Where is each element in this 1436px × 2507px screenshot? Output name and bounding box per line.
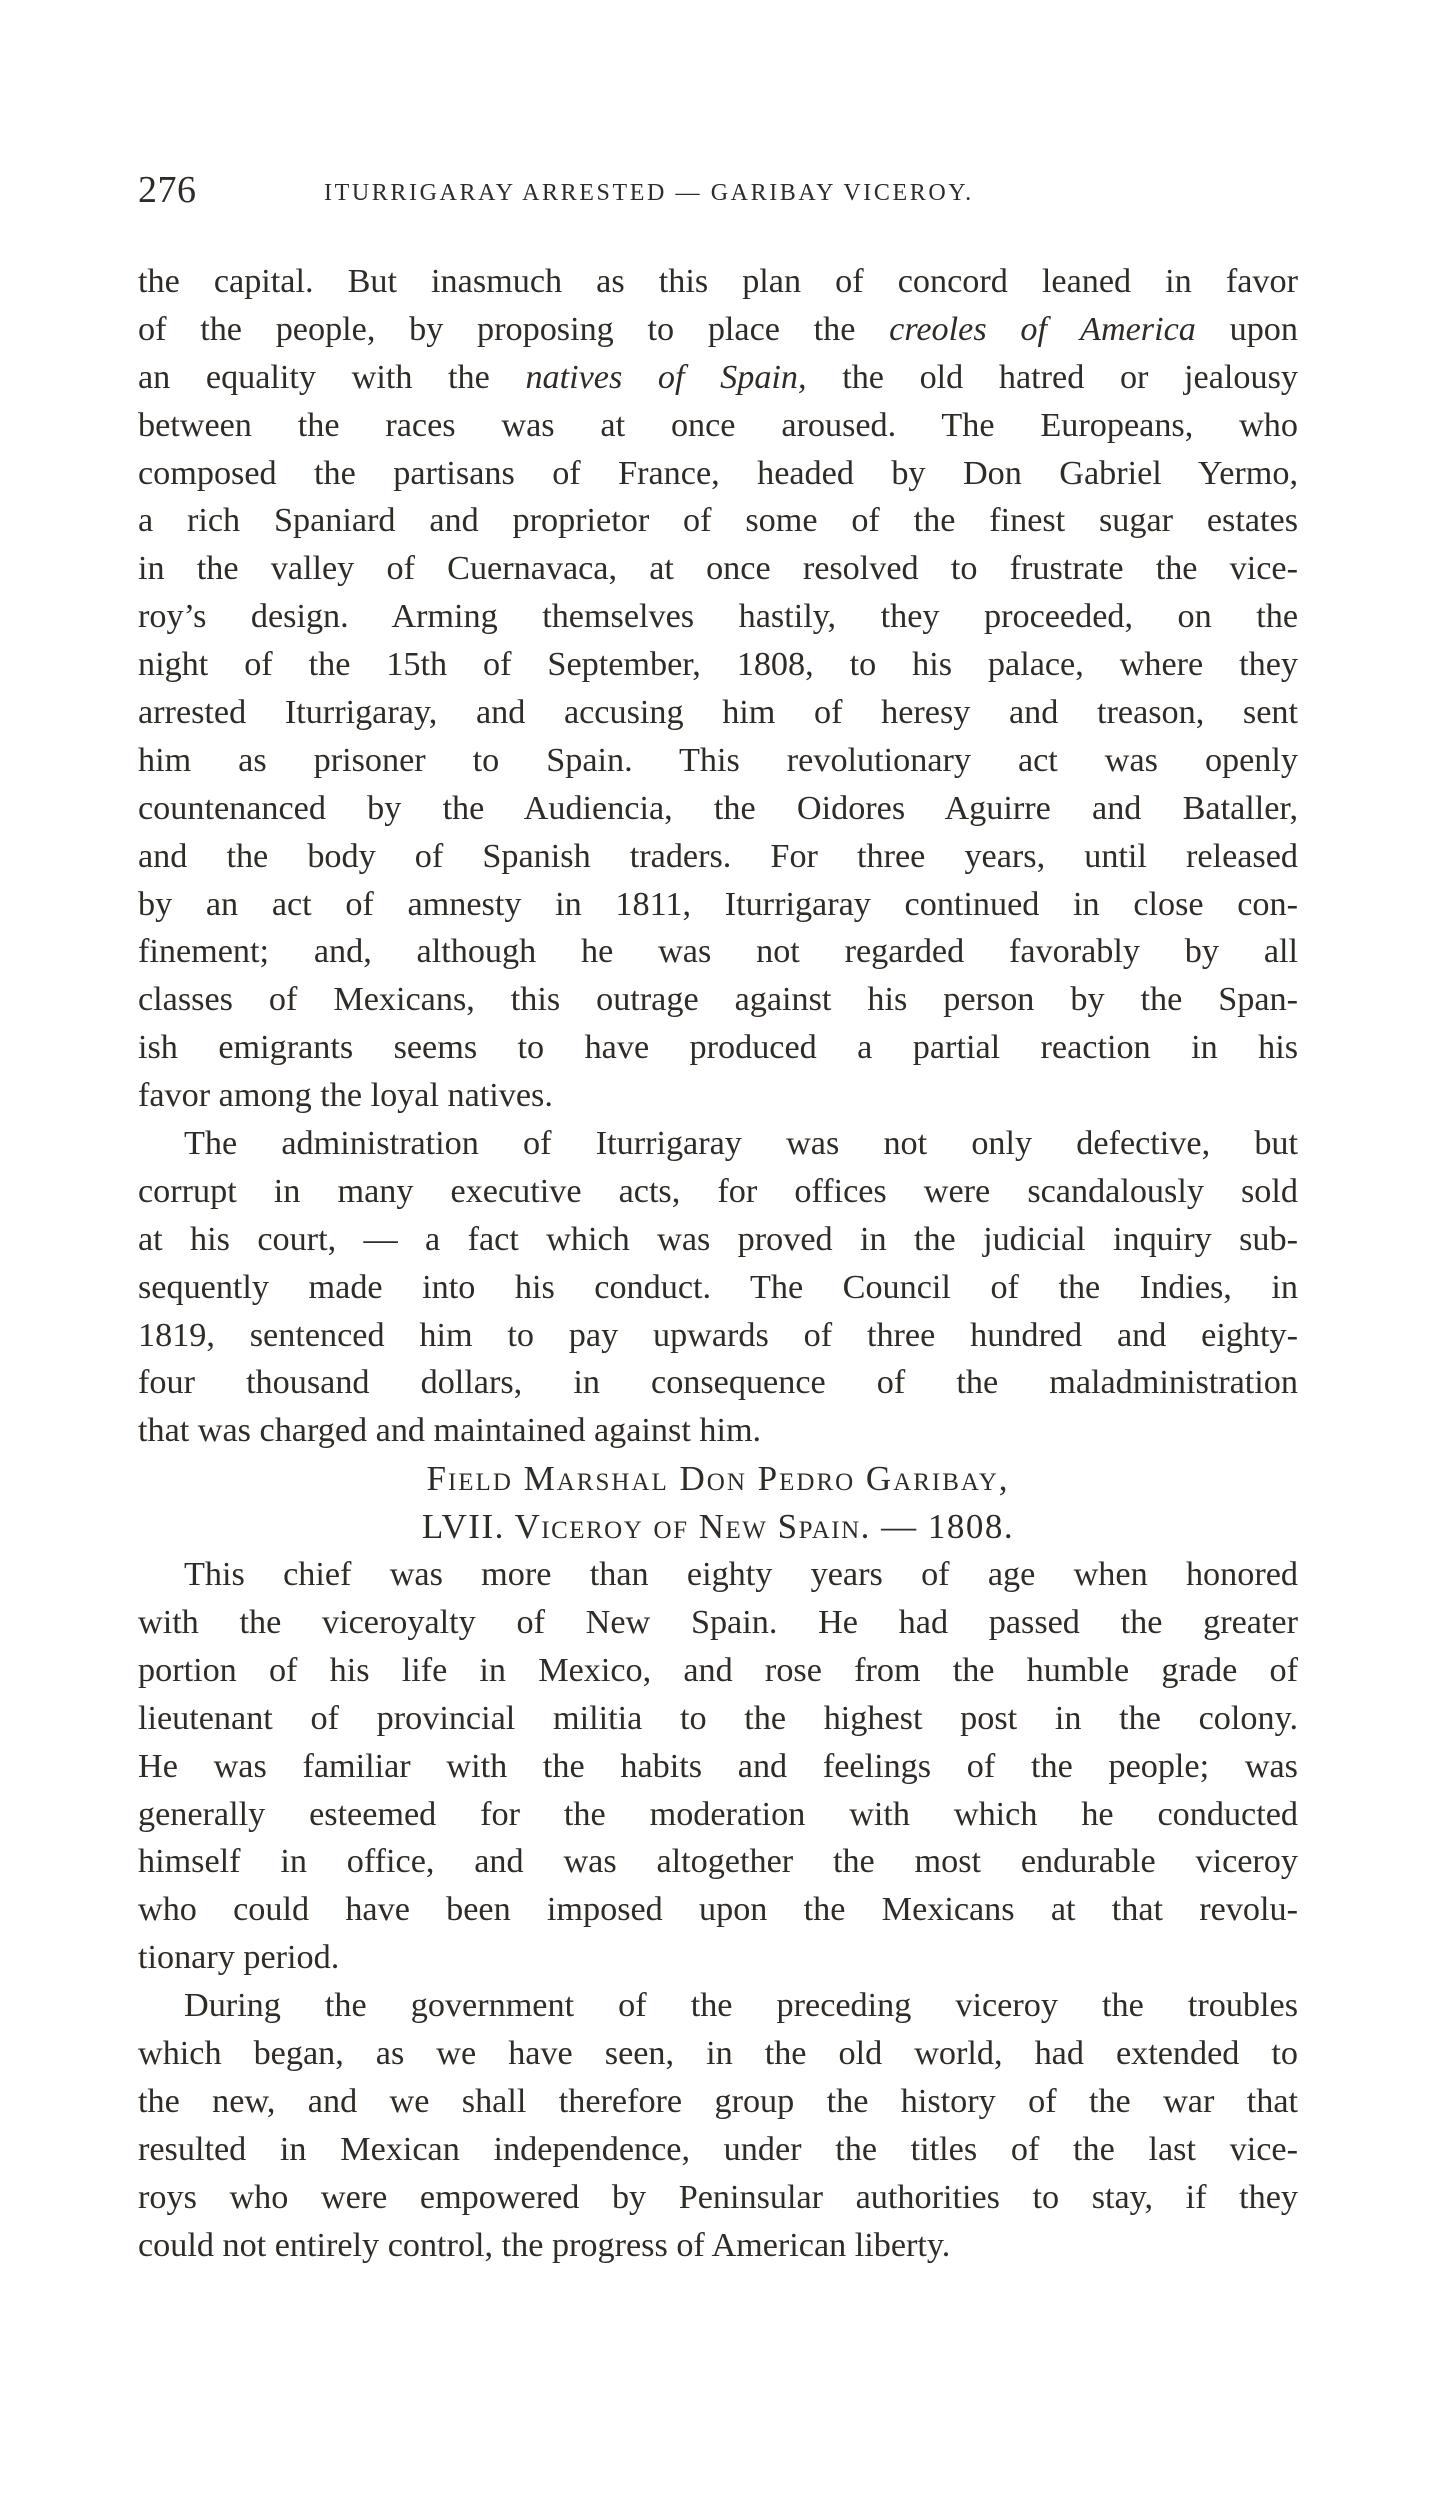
text-line: tionary period. <box>138 1939 340 1977</box>
text-line: lieutenant of provincial militia to the highest post in the colony. <box>138 1699 1298 1737</box>
text-line: corrupt in many executive acts, for offices were scandalously sold <box>138 1172 1298 1210</box>
section-heading <box>138 1455 1298 1551</box>
text-line: resulted in Mexican independence, under the titles of the last vice- <box>138 2130 1298 2168</box>
text-span: of the people, by proposing to place the <box>138 310 890 348</box>
text-line: composed the partisans of France, headed by Don Gabriel Yermo, <box>138 454 1298 492</box>
text-line: night of the 15th of September, 1808, to his palace, where they <box>138 646 1298 684</box>
paragraph-administration <box>138 1120 1298 1455</box>
text-line: ish emigrants seems to have produced a partial reaction in his <box>138 1029 1298 1067</box>
text-line: He was familiar with the habits and feelings of the people; was <box>138 1747 1298 1785</box>
text-line: four thousand dollars, in consequence of the maladministration <box>138 1364 1298 1402</box>
text-line <box>138 306 1298 354</box>
text-line: 1819, sentenced him to pay upwards of three hundred and eighty- <box>138 1316 1298 1354</box>
text-line: who could have been imposed upon the Mexicans at that revolu- <box>138 1891 1298 1929</box>
text-line: him as prisoner to Spain. This revolutionary act was openly <box>138 741 1298 779</box>
paragraph-iturrigaray-arrest <box>138 258 1298 1120</box>
paragraph-troubles <box>138 1982 1298 2269</box>
text-line: finement; and, although he was not regarded favorably by all <box>138 933 1298 971</box>
text-line: The administration of Iturrigaray was not only defective, but <box>184 1125 1298 1163</box>
text-span: an equality with the <box>138 358 526 396</box>
text-line: favor among the loyal natives. <box>138 1077 553 1115</box>
text-line: arrested Iturrigaray, and accusing him of heresy and treason, sent <box>138 694 1298 732</box>
text-line: and the body of Spanish traders. For three years, until released <box>138 837 1298 875</box>
text-span: upon <box>1195 310 1298 348</box>
text-line: could not entirely control, the progress of American liberty. <box>138 2226 951 2264</box>
text-line: roys who were empowered by Peninsular authorities to stay, if they <box>138 2178 1298 2216</box>
text-line <box>138 354 1298 402</box>
running-header <box>138 168 1298 218</box>
text-line: roy’s design. Arming themselves hastily, they proceeded, on the <box>138 598 1298 636</box>
text-line: with the viceroyalty of New Spain. He had passed the greater <box>138 1603 1298 1641</box>
text-line: between the races was at once aroused. The Europeans, who <box>138 406 1298 444</box>
text-line: the new, and we shall therefore group the history of the war that <box>138 2082 1298 2120</box>
text-line: which began, as we have seen, in the old world, had extended to <box>138 2034 1298 2072</box>
page-number: 276 <box>138 169 197 211</box>
text-line: a rich Spaniard and proprietor of some of the finest sugar estates <box>138 502 1298 540</box>
text-line: portion of his life in Mexico, and rose from the humble grade of <box>138 1651 1298 1689</box>
running-title: ITURRIGARAY ARRESTED — GARIBAY VICEROY. <box>324 180 974 206</box>
section-heading-line-2: LVII. Viceroy of New Spain. — 1808. <box>421 1507 1015 1547</box>
text-line: classes of Mexicans, this outrage against his person by the Span- <box>138 981 1298 1019</box>
italic-phrase: creoles of America <box>889 310 1196 348</box>
paragraph-garibay <box>138 1551 1298 1982</box>
section-heading-line-1: Field Marshal Don Pedro Garibay, <box>426 1459 1010 1499</box>
italic-phrase: natives of Spain, <box>525 358 807 396</box>
text-line: in the valley of Cuernavaca, at once resolved to frustrate the vice- <box>138 550 1298 588</box>
body-text <box>138 258 1298 2269</box>
text-line: During the government of the preceding viceroy the troubles <box>184 1987 1298 2025</box>
text-line: This chief was more than eighty years of age when honored <box>184 1556 1298 1594</box>
text-line: by an act of amnesty in 1811, Iturrigaray continued in close con- <box>138 885 1298 923</box>
text-line: countenanced by the Audiencia, the Oidores Aguirre and Bataller, <box>138 789 1298 827</box>
text-line: the capital. But inasmuch as this plan of concord leaned in favor <box>138 263 1298 300</box>
text-line: at his court, — a fact which was proved in the judicial inquiry sub- <box>138 1220 1298 1258</box>
text-line: sequently made into his conduct. The Council of the Indies, in <box>138 1268 1298 1306</box>
text-span: the old hatred or jealousy <box>806 358 1298 396</box>
text-line: himself in office, and was altogether the most endurable viceroy <box>138 1843 1298 1881</box>
text-line: that was charged and maintained against him. <box>138 1412 762 1450</box>
text-line: generally esteemed for the moderation with which he conducted <box>138 1795 1298 1833</box>
